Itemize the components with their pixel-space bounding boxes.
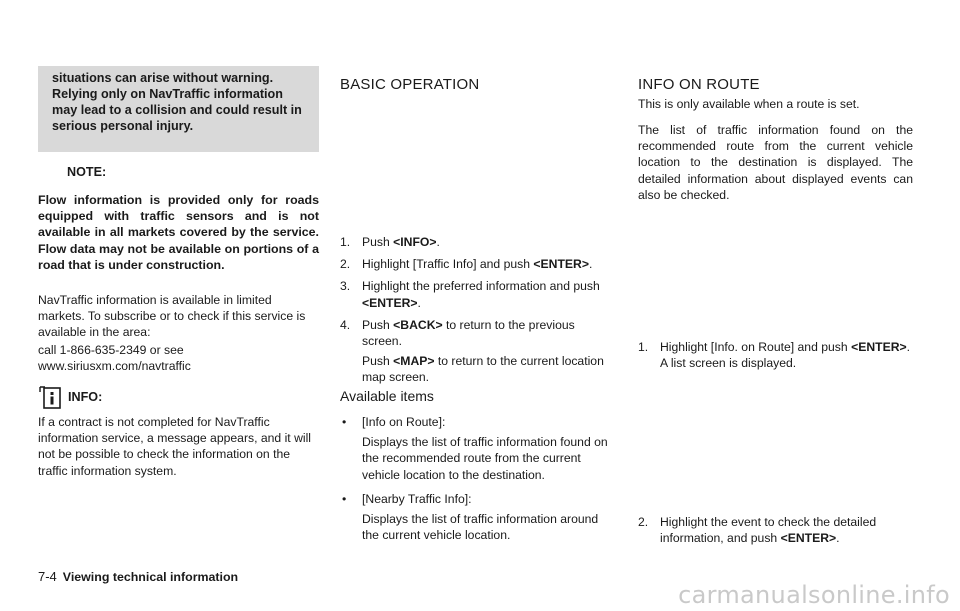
step-sub-text bbox=[362, 353, 616, 385]
bullet-icon: • bbox=[342, 491, 347, 506]
step-text: . bbox=[588, 257, 593, 272]
step-text: . bbox=[836, 531, 840, 546]
step-item bbox=[340, 317, 616, 386]
available-items-list bbox=[340, 414, 616, 551]
item-description: Displays the list of traffic information around the current vehicle location. bbox=[362, 512, 599, 543]
route-condition-paragraph: This is only available when a route is set. bbox=[638, 97, 860, 111]
step-text: Highlight the event to check the detailed information, and push bbox=[660, 515, 877, 546]
step-item bbox=[340, 234, 616, 250]
step-item bbox=[340, 256, 616, 272]
step-item bbox=[340, 278, 616, 310]
info-paragraph: If a contract is not completed for NavTraffic information service, a message appears, and it will not be possible to check the information on the traffic information system. bbox=[38, 415, 311, 478]
step-text: to return to the previous screen. bbox=[362, 317, 575, 349]
key-label: <ENTER> bbox=[851, 340, 907, 354]
note-text: Flow information is provided only for roads equipped with traffic sensors and is not available in all markets covered by the service. Flow data may not be available on portions of a road that is under construction. bbox=[38, 193, 319, 272]
step-text: Highlight [Traffic Info] and push bbox=[362, 257, 534, 272]
list-item bbox=[340, 491, 616, 544]
step-text: Push bbox=[362, 235, 394, 249]
step-number: 1. bbox=[340, 235, 351, 249]
step-text: Push bbox=[362, 317, 394, 332]
step-number: 2. bbox=[340, 257, 351, 272]
step-text: . A list screen is displayed. bbox=[660, 340, 911, 371]
page-footer bbox=[38, 569, 238, 584]
step-number: 2. bbox=[638, 515, 649, 529]
availability-paragraph: NavTraffic information is available in limited markets. To subscribe or to check if this service is available in the area: bbox=[38, 293, 306, 340]
step-number: 1. bbox=[638, 340, 649, 354]
bullet-icon: • bbox=[342, 415, 347, 429]
chapter-title: Viewing technical information bbox=[62, 570, 239, 584]
item-title: [Nearby Traffic Info]: bbox=[362, 491, 472, 506]
key-label: <INFO> bbox=[393, 235, 437, 249]
step-text: . bbox=[417, 295, 421, 310]
available-items-heading: Available items bbox=[340, 388, 434, 404]
step-text: to return to the current location map screen. bbox=[362, 354, 604, 385]
info-title: INFO: bbox=[68, 390, 103, 404]
note-title: NOTE: bbox=[67, 165, 107, 179]
step-text: . bbox=[436, 235, 440, 249]
step-text: Push bbox=[362, 354, 394, 369]
info-icon bbox=[38, 384, 62, 410]
contact-paragraph: call 1-866-635-2349 or see www.siriusxm.com/navtraffic bbox=[38, 343, 191, 374]
item-title: [Info on Route]: bbox=[362, 415, 446, 429]
step-number: 3. bbox=[340, 279, 351, 294]
list-item bbox=[340, 414, 616, 483]
key-label: <BACK> bbox=[393, 317, 443, 332]
step-text: Highlight [Info. on Route] and push bbox=[660, 340, 852, 354]
route-description-paragraph: The list of traffic information found on the recommended route from the current vehicle location to the destination is displayed. The detailed information about displayed events can also be checked. bbox=[638, 123, 913, 202]
route-step-2 bbox=[638, 514, 913, 546]
basic-operation-heading: BASIC OPERATION bbox=[340, 76, 480, 93]
key-label: <ENTER> bbox=[362, 295, 418, 310]
key-label: <MAP> bbox=[393, 354, 435, 369]
page-number: 7-4 bbox=[38, 569, 57, 584]
route-step-1 bbox=[638, 339, 913, 371]
key-label: <ENTER> bbox=[780, 531, 837, 546]
warning-text: situations can arise without warning. Relying only on NavTraffic information may lead to a collision and could result in serious personal injury. bbox=[52, 71, 302, 133]
step-text: Highlight the preferred information and push bbox=[362, 279, 600, 294]
info-on-route-heading: INFO ON ROUTE bbox=[638, 76, 760, 93]
key-label: <ENTER> bbox=[533, 257, 589, 272]
step-number: 4. bbox=[340, 317, 351, 332]
basic-operation-steps bbox=[340, 234, 616, 392]
watermark: carmanualsonline.info bbox=[678, 581, 950, 609]
item-description: Displays the list of traffic information found on the recommended route from the current vehicle location to the destination. bbox=[362, 435, 608, 482]
